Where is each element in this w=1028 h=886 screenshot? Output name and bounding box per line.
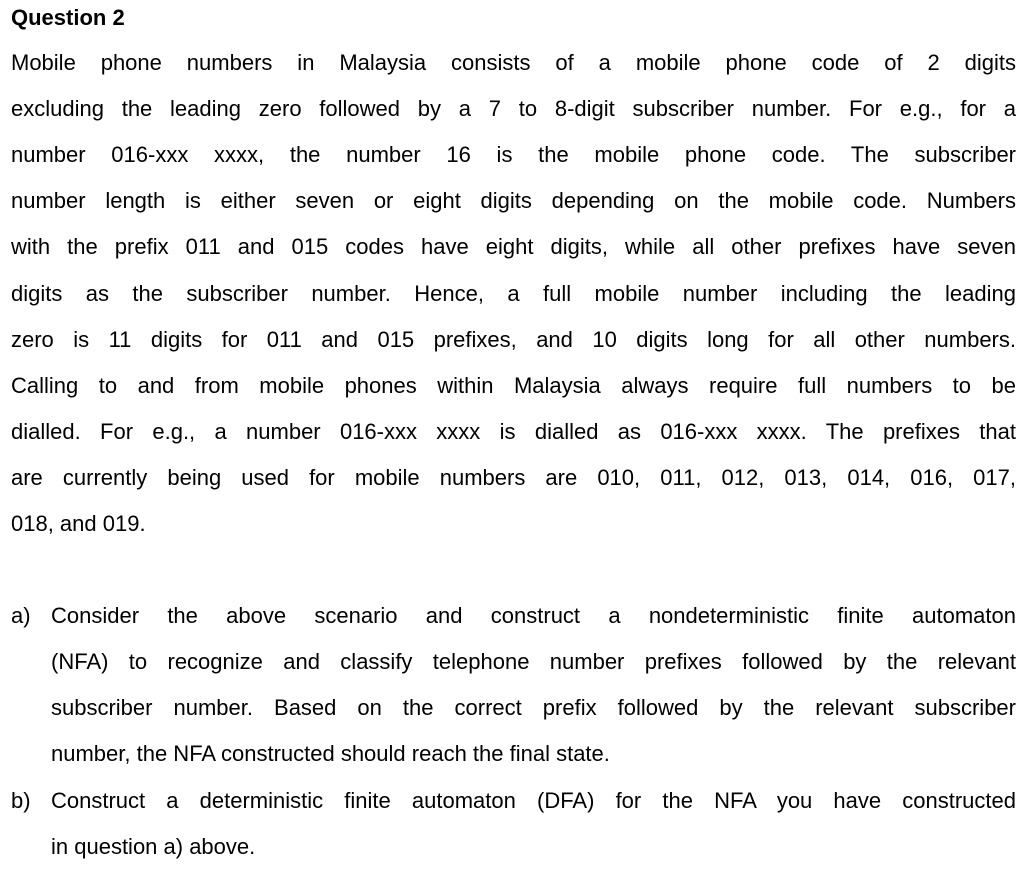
paragraph-line: dialled. For e.g., a number 016-xxx xxxx is dialled as 016-xxx xxxx. The prefixes that [11,419,1016,444]
question-title: Question 2 [11,5,125,30]
paragraph-line: zero is 11 digits for 011 and 015 prefixes, and 10 digits long for all other numbers. [11,327,1016,352]
paragraph-line: Mobile phone numbers in Malaysia consists of a mobile phone code of 2 digits [11,50,1016,75]
item-label: b) [11,788,31,813]
paragraph-line: number length is either seven or eight digits depending on the mobile code. Numbers [11,188,1016,213]
paragraph-line: excluding the leading zero followed by a 7 to 8-digit subscriber number. For e.g., for a [11,96,1016,121]
paragraph-line: are currently being used for mobile numbers are 010, 011, 012, 013, 014, 016, 017, [11,465,1016,490]
item-label: a) [11,603,31,628]
paragraph-line: with the prefix 011 and 015 codes have eight digits, while all other prefixes have seven [11,234,1016,259]
item-line: number, the NFA constructed should reach the final state. [51,741,610,766]
item-line: (NFA) to recognize and classify telephone number prefixes followed by the relevant [51,649,1016,674]
item-line: in question a) above. [51,834,256,859]
paragraph-line: Calling to and from mobile phones within Malaysia always require full numbers to be [11,373,1016,398]
item-line: Construct a deterministic finite automaton (DFA) for the NFA you have constructed [51,788,1016,813]
item-line: Consider the above scenario and construct a nondeterministic finite automaton [51,603,1016,628]
paragraph-line: digits as the subscriber number. Hence, a full mobile number including the leading [11,281,1016,306]
paragraph-line: number 016-xxx xxxx, the number 16 is the mobile phone code. The subscriber [11,142,1016,167]
paragraph-line: 018, and 019. [11,511,146,536]
item-line: subscriber number. Based on the correct prefix followed by the relevant subscriber [51,695,1016,720]
